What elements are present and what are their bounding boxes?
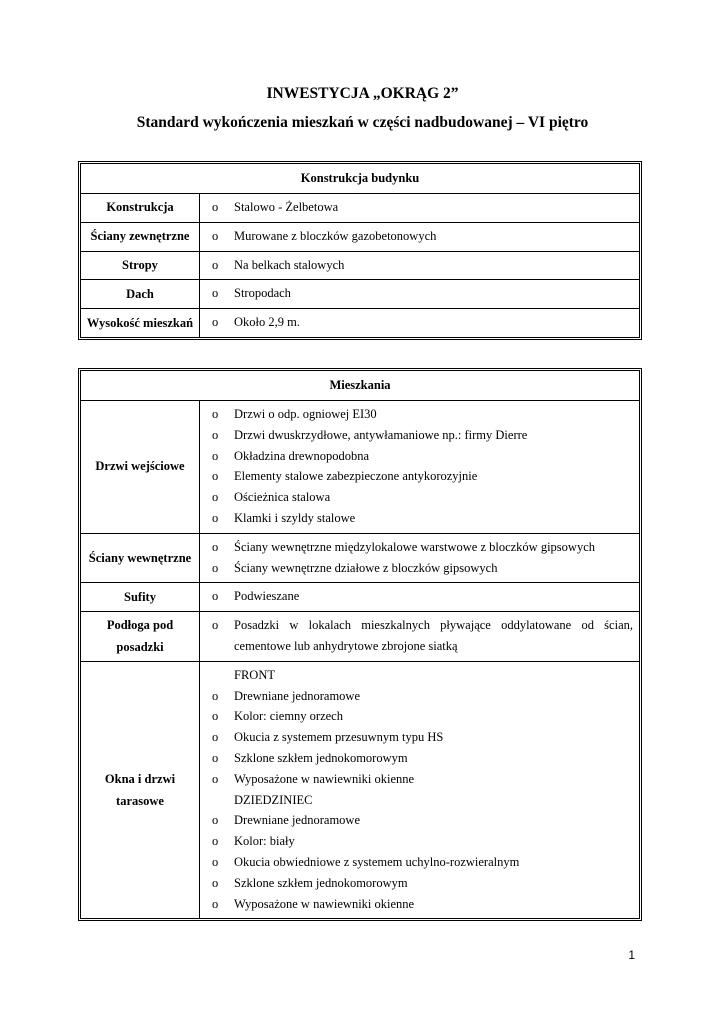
row-label: Sufity bbox=[81, 583, 200, 612]
document-subtitle: Standard wykończenia mieszkań w części nadbudowanej – VI piętro bbox=[136, 114, 589, 131]
table-row bbox=[81, 280, 640, 309]
row-label-line: posadzki bbox=[116, 640, 164, 655]
page-number: 1 bbox=[628, 948, 635, 962]
list-item: o Drzwi o odp. ogniowej EI30 bbox=[212, 404, 633, 425]
table-row bbox=[81, 309, 640, 338]
document-title: INWESTYCJA „OKRĄG 2” bbox=[266, 85, 459, 102]
list-item: o Drzwi dwuskrzydłowe, antywłamaniowe np.: firmy Dierre bbox=[212, 425, 633, 446]
list-item: o Drewniane jednoramowe bbox=[212, 686, 633, 707]
row-label: Ściany wewnętrzne bbox=[81, 533, 200, 583]
list-item: o Podwieszane bbox=[212, 586, 633, 607]
list-item: o Okucia obwiedniowe z systemem uchylno-rozwieralnym bbox=[212, 852, 633, 873]
table-row bbox=[81, 401, 640, 534]
section-heading: DZIEDZINIEC bbox=[234, 792, 313, 807]
table-row bbox=[81, 612, 640, 662]
row-label: Drzwi wejściowe bbox=[81, 401, 200, 534]
list-item: o Okładzina drewnopodobna bbox=[212, 446, 633, 467]
row-label: Ściany zewnętrzne bbox=[81, 222, 200, 251]
table-row bbox=[81, 222, 640, 251]
list-item: o Ściany wewnętrzne międzylokalowe warstwowe z bloczków gipsowych bbox=[212, 537, 633, 558]
list-item: o Wyposażone w nawiewniki okienne bbox=[212, 769, 633, 790]
row-value: o Około 2,9 m. bbox=[212, 312, 633, 333]
list-item: o Ściany wewnętrzne działowe z bloczków gipsowych bbox=[212, 558, 633, 579]
row-label-line: Okna i drzwi bbox=[104, 772, 176, 787]
row-value: o Stropodach bbox=[212, 283, 633, 304]
row-label: Konstrukcja bbox=[81, 194, 200, 223]
table-row bbox=[81, 533, 640, 583]
construction-table bbox=[80, 163, 640, 338]
table-row bbox=[81, 194, 640, 223]
section-heading: FRONT bbox=[234, 667, 275, 682]
row-label-line: Podłoga pod bbox=[106, 618, 174, 633]
list-item: o Szklone szkłem jednokomorowym bbox=[212, 748, 633, 769]
table-row bbox=[81, 661, 640, 919]
row-label bbox=[81, 661, 200, 919]
row-label: Wysokość mieszkań bbox=[81, 309, 200, 338]
row-label: Dach bbox=[81, 280, 200, 309]
list-item: o Okucia z systemem przesuwnym typu HS bbox=[212, 727, 633, 748]
row-value: o Stalowo - Żelbetowa bbox=[212, 197, 633, 218]
row-value: o Murowane z bloczków gazobetonowych bbox=[212, 226, 633, 247]
list-item: o Kolor: ciemny orzech bbox=[212, 706, 633, 727]
row-label bbox=[81, 612, 200, 662]
list-item: o Klamki i szyldy stalowe bbox=[212, 508, 633, 529]
list-item: o Wyposażone w nawiewniki okienne bbox=[212, 894, 633, 915]
list-item: o Kolor: biały bbox=[212, 831, 633, 852]
list-item: o Drewniane jednoramowe bbox=[212, 810, 633, 831]
table-row bbox=[81, 251, 640, 280]
apartments-table-heading: Mieszkania bbox=[81, 371, 640, 401]
table-row bbox=[81, 583, 640, 612]
row-value: o Na belkach stalowych bbox=[212, 255, 633, 276]
construction-table-heading: Konstrukcja budynku bbox=[81, 164, 640, 194]
list-item-continuation: cementowe lub anhydrytowe zbrojone siatką bbox=[234, 638, 458, 653]
list-item: o Elementy stalowe zabezpieczone antykorozyjnie bbox=[212, 466, 633, 487]
row-label-line: tarasowe bbox=[116, 794, 164, 809]
list-item: o Posadzki w lokalach mieszkalnych pływające oddylatowane od ścian, bbox=[212, 615, 633, 636]
list-item: o Szklone szkłem jednokomorowym bbox=[212, 873, 633, 894]
row-label: Stropy bbox=[81, 251, 200, 280]
list-item: o Ościeżnica stalowa bbox=[212, 487, 633, 508]
apartments-table bbox=[80, 370, 640, 919]
